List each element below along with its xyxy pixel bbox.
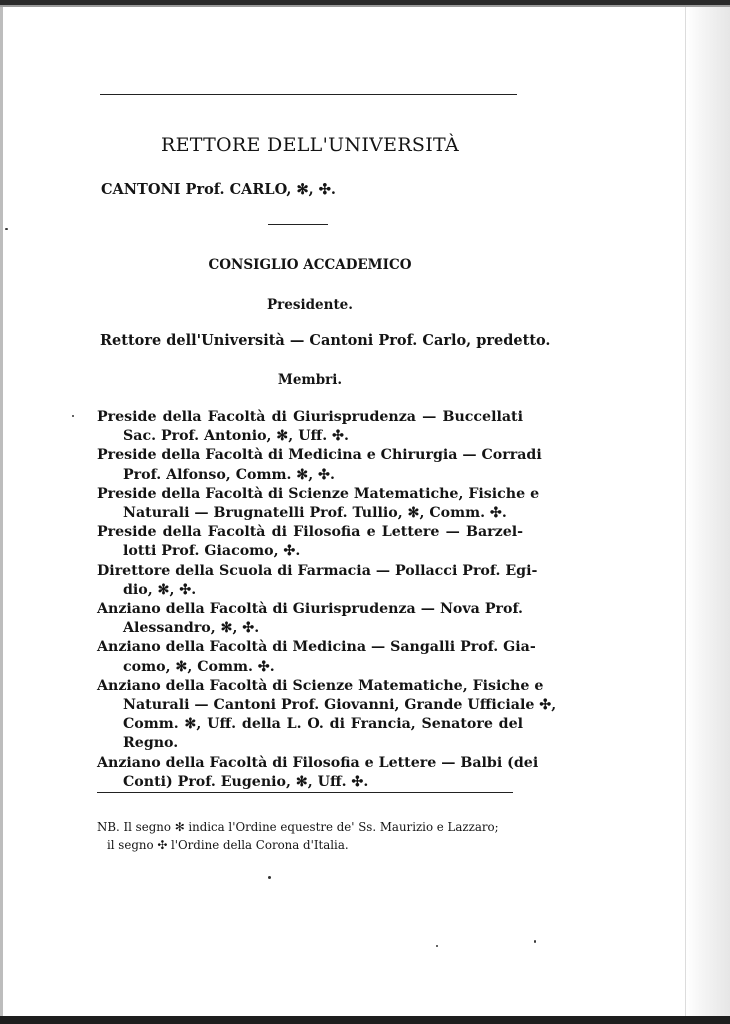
member-line: Preside della Facoltà di Scienze Matematiche, Fisiche e [97,485,540,502]
member-line: Anziano della Facoltà di Filosofia e Lettere — Balbi (dei [97,754,539,771]
rettore-name: CANTONI Prof. CARLO, ✻, ✣. [101,181,336,198]
member-line: Regno. [123,735,179,752]
member-line: Anziano della Facoltà di Giurisprudenza — Nova Prof. [97,601,523,618]
footnote-line-1: NB. Il segno ✻ indica l'Ordine equestre de' Ss. Maurizio e Lazzaro; [97,820,499,834]
section-divider [268,224,328,225]
member-line: lotti Prof. Giacomo, ✣. [123,543,301,560]
footnote-line-2: il segno ✣ l'Ordine della Corona d'Italia. [107,838,349,852]
bottom-rule [97,792,513,793]
member-entry [97,485,540,523]
member-line: Anziano della Facoltà di Medicina — Sangalli Prof. Gia- [97,639,536,656]
member-line: Naturali — Cantoni Prof. Giovanni, Grande Ufficiale ✣, [123,697,557,714]
page-right-edge [685,0,730,1024]
member-line: Anziano della Facoltà di Scienze Matematiche, Fisiche e [97,677,544,694]
member-entry [97,600,523,638]
member-line: Alessandro, ✻, ✣. [123,620,260,637]
member-entry [97,754,539,792]
member-line: Preside della Facoltà di Filosofia e Lettere — Barzel- [97,524,523,541]
member-line: Conti) Prof. Eugenio, ✻, Uff. ✣. [123,773,369,790]
member-line: dio, ✻, ✣. [123,581,197,598]
member-entry [97,562,538,600]
member-entry [97,638,536,676]
member-entry [97,408,523,446]
scan-speck [72,415,74,417]
member-entry [97,523,523,561]
heading-presidente: Presidente. [267,297,353,313]
scan-speck [436,945,438,947]
heading-consiglio: CONSIGLIO ACCADEMICO [208,257,412,273]
footnote [97,818,527,854]
scan-speck [268,876,271,879]
scan-bottom-border [0,1016,730,1024]
member-line: como, ✻, Comm. ✣. [123,658,275,675]
member-entry [97,677,557,754]
member-line: Comm. ✻, Uff. della L. O. di Francia, Senatore del [123,716,523,733]
members-list [97,408,557,792]
member-line: Naturali — Brugnatelli Prof. Tullio, ✻, Comm. ✣. [123,505,507,522]
member-line: Preside della Facoltà di Medicina e Chirurgia — Corradi [97,447,542,464]
member-line: Direttore della Scuola di Farmacia — Pollacci Prof. Egi- [97,562,538,579]
top-rule [100,94,517,95]
member-line: Prof. Alfonso, Comm. ✻, ✣. [123,466,335,483]
scan-speck [534,940,536,943]
member-line: Sac. Prof. Antonio, ✻, Uff. ✣. [123,428,349,445]
scan-top-border-shadow [0,5,730,7]
heading-rettore: RETTORE DELL'UNIVERSITÀ [160,134,460,156]
scan-speck [5,228,8,230]
heading-membri: Membri. [277,372,343,388]
member-line: Preside della Facoltà di Giurisprudenza — Buccellati [97,409,523,425]
presidente-entry: Rettore dell'Università — Cantoni Prof. Carlo, predetto. [100,332,551,349]
member-entry [97,446,542,484]
